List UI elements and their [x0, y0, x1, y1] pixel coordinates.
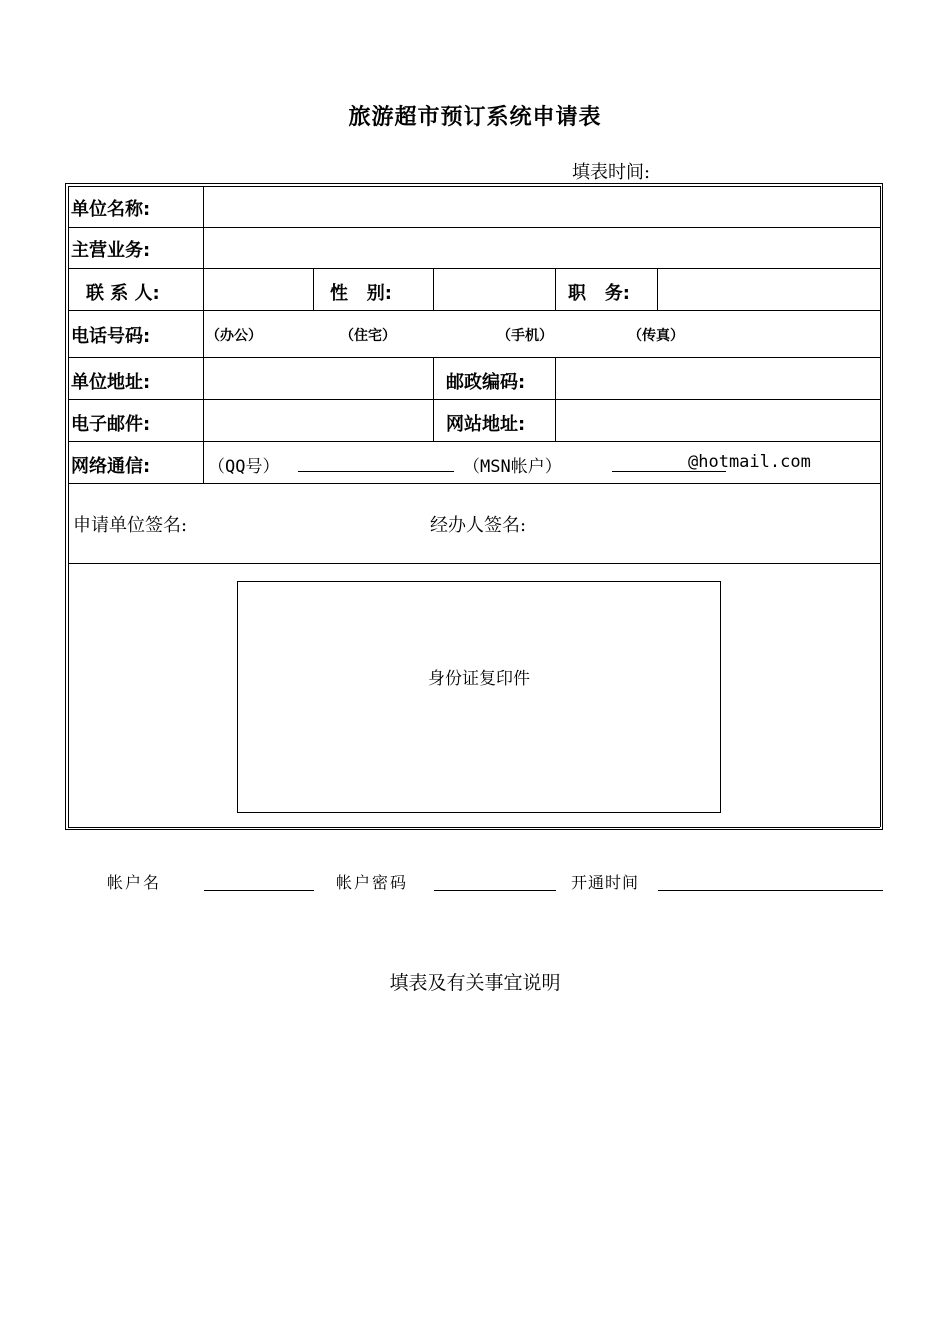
col-line [657, 268, 658, 310]
msn-label: （MSN帐户） [463, 457, 562, 477]
col-line [433, 268, 434, 310]
row-line [68, 357, 880, 358]
fill-time-label: 填表时间: [572, 162, 651, 183]
email-label: 电子邮件: [71, 414, 151, 435]
row-line [68, 310, 880, 311]
contact-label: 联 系 人: [86, 283, 160, 304]
applicant-signature-label: 申请单位签名: [73, 515, 188, 536]
row-line [68, 268, 880, 269]
phone-office-label: （办公） [206, 328, 262, 344]
row-line [68, 227, 880, 228]
handler-signature-label: 经办人签名: [430, 515, 527, 536]
row-line [68, 186, 880, 187]
gender-label: 性 别: [330, 283, 392, 304]
col-line [555, 268, 556, 310]
main-business-label: 主营业务: [71, 240, 151, 261]
row-line [68, 399, 880, 400]
col-line [313, 268, 314, 310]
phone-fax-label: （传真） [628, 328, 684, 344]
hotmail-suffix: @hotmail.com [688, 452, 811, 472]
notes-title: 填表及有关事宜说明 [389, 972, 561, 994]
account-name-underline [204, 890, 314, 891]
position-label: 职 务: [568, 283, 630, 304]
postcode-label: 邮政编码: [446, 372, 526, 393]
account-password-underline [434, 890, 556, 891]
account-name-label: 帐户名 [107, 873, 162, 892]
website-label: 网站地址: [446, 414, 526, 435]
col-line [68, 186, 69, 827]
page-title: 旅游超市预订系统申请表 [348, 105, 602, 130]
open-time-underline [658, 890, 883, 891]
row-line [68, 441, 880, 442]
id-copy-label: 身份证复印件 [428, 669, 530, 689]
unit-name-label: 单位名称: [71, 199, 151, 220]
network-label: 网络通信: [71, 456, 151, 477]
col-line [203, 186, 204, 483]
address-label: 单位地址: [71, 372, 151, 393]
row-line [68, 483, 880, 484]
qq-label: （QQ号） [208, 457, 280, 477]
col-line [433, 357, 434, 441]
phone-home-label: （住宅） [340, 328, 396, 344]
col-line [880, 186, 881, 827]
row-line [68, 827, 880, 828]
phone-mobile-label: （手机） [497, 328, 553, 344]
phone-label: 电话号码: [71, 326, 151, 347]
qq-underline [298, 471, 454, 472]
open-time-label: 开通时间 [571, 873, 640, 892]
account-password-label: 帐户密码 [336, 873, 409, 892]
col-line [555, 357, 556, 441]
row-line [68, 563, 880, 564]
id-copy-box [237, 581, 721, 813]
